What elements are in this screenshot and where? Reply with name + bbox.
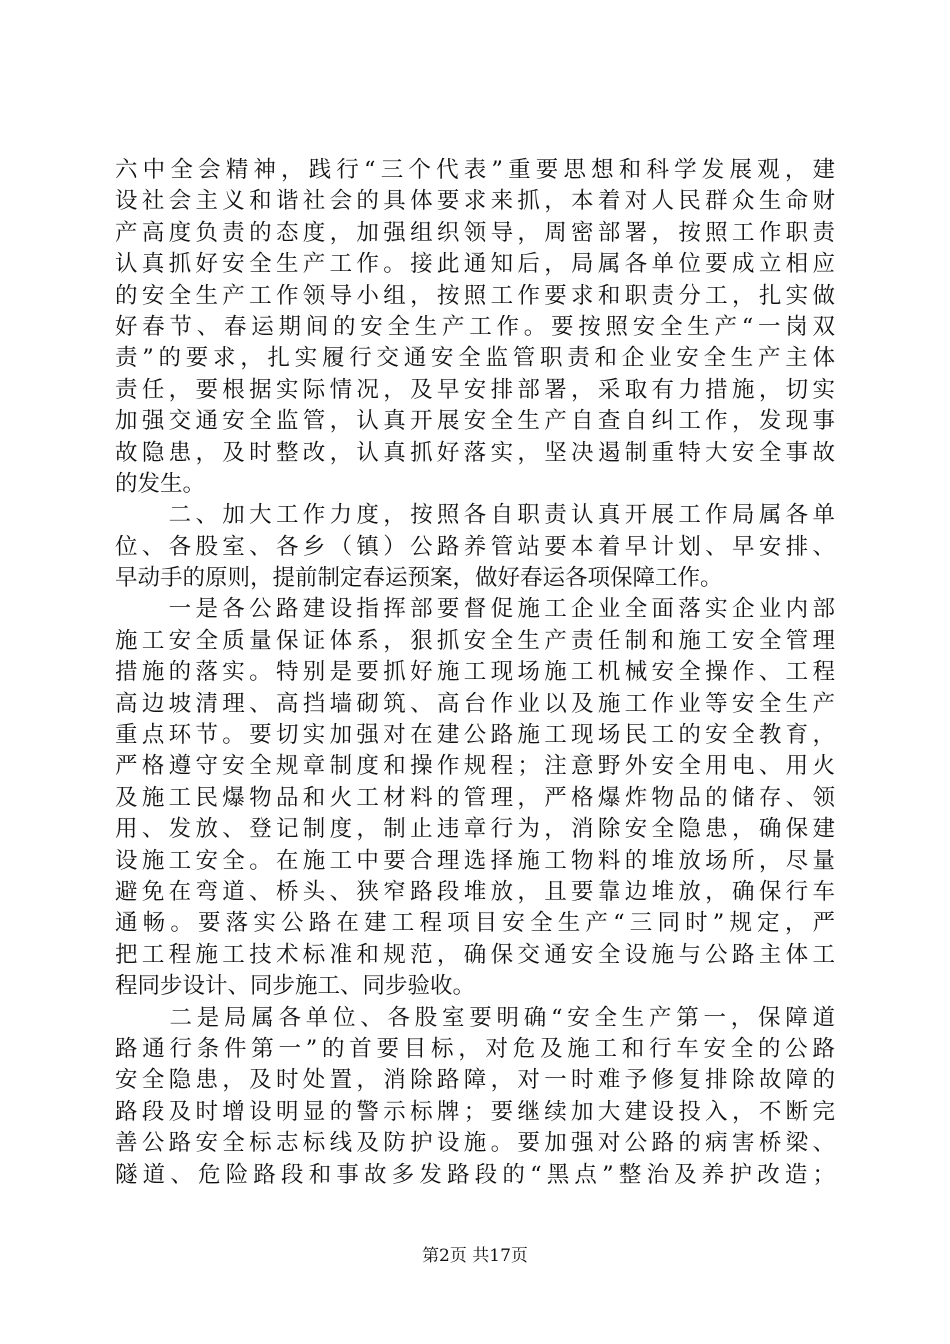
text-line: 责任，要根据实际情况，及早安排部署，采取有力措施，切实 (115, 376, 835, 403)
text-line: 安全隐患，及时处置，消除路障，对一时难予修复排除故障的 (115, 1067, 835, 1094)
text-line: 路通行条件第一”的首要目标，对危及施工和行车安全的公路 (115, 1035, 835, 1062)
document-body (115, 155, 835, 1191)
text-line: 位、各股室、各乡（镇）公路养管站要本着早计划、早安排、 (115, 533, 835, 560)
text-line: 产高度负责的态度，加强组织领导，周密部署，按照工作职责 (115, 219, 835, 246)
text-line: 加强交通安全监管，认真开展安全生产自查自纠工作，发现事 (115, 408, 835, 435)
text-line: 的发生。 (115, 470, 206, 497)
text-line: 早动手的原则，提前制定春运预案，做好春运各项保障工作。 (115, 565, 723, 592)
text-line: 一是各公路建设指挥部要督促施工企业全面落实企业内部 (115, 596, 835, 623)
text-line: 施工安全质量保证体系，狠抓安全生产责任制和施工安全管理 (115, 627, 835, 654)
text-line: 的安全生产工作领导小组，按照工作要求和职责分工，扎实做 (115, 282, 835, 309)
text-line: 避免在弯道、桥头、狭窄路段堆放，且要靠边堆放，确保行车 (115, 878, 835, 905)
text-line: 程同步设计、同步施工、同步验收。 (115, 973, 476, 1000)
text-line: 重点环节。要切实加强对在建公路施工现场民工的安全教育， (115, 722, 835, 749)
page-number: 第2页 共17页 (422, 1246, 528, 1266)
text-line: 用、发放、登记制度，制止违章行为，消除安全隐患，确保建 (115, 816, 835, 843)
text-line: 六中全会精神，践行“三个代表”重要思想和科学发展观，建 (115, 157, 835, 183)
text-line: 故隐患，及时整改，认真抓好落实，坚决遏制重特大安全事故 (115, 439, 835, 466)
text-line: 通畅。要落实公路在建工程项目安全生产“三同时”规定，严 (115, 910, 835, 937)
text-line: 及施工民爆物品和火工材料的管理，严格爆炸物品的储存、领 (115, 784, 835, 811)
text-line: 设施工安全。在施工中要合理选择施工物料的堆放场所，尽量 (115, 847, 835, 874)
text-line: 认真抓好安全生产工作。接此通知后，局属各单位要成立相应 (115, 251, 835, 278)
text-line: 路段及时增设明显的警示标牌；要继续加大建设投入，不断完 (115, 1098, 835, 1125)
text-line: 把工程施工技术标准和规范，确保交通安全设施与公路主体工 (115, 941, 835, 968)
text-line: 高边坡清理、高挡墙砌筑、高台作业以及施工作业等安全生产 (115, 690, 835, 717)
text-line: 善公路安全标志标线及防护设施。要加强对公路的病害桥梁、 (115, 1130, 835, 1157)
page-footer (0, 1245, 950, 1267)
text-line: 措施的落实。特别是要抓好施工现场施工机械安全操作、工程 (115, 659, 835, 686)
text-line: 好春节、春运期间的安全生产工作。要按照安全生产“一岗双 (115, 313, 835, 340)
text-line: 隧道、危险路段和事故多发路段的“黑点”整治及养护改造； (115, 1161, 835, 1188)
text-line: 设社会主义和谐社会的具体要求来抓，本着对人民群众生命财 (115, 188, 835, 215)
text-line: 责”的要求，扎实履行交通安全监管职责和企业安全生产主体 (115, 345, 835, 372)
text-line: 严格遵守安全规章制度和操作规程；注意野外安全用电、用火 (115, 753, 835, 780)
text-line: 二是局属各单位、各股室要明确“安全生产第一，保障道 (115, 1004, 835, 1031)
text-line: 二、加大工作力度，按照各自职责认真开展工作局属各单 (115, 502, 835, 529)
